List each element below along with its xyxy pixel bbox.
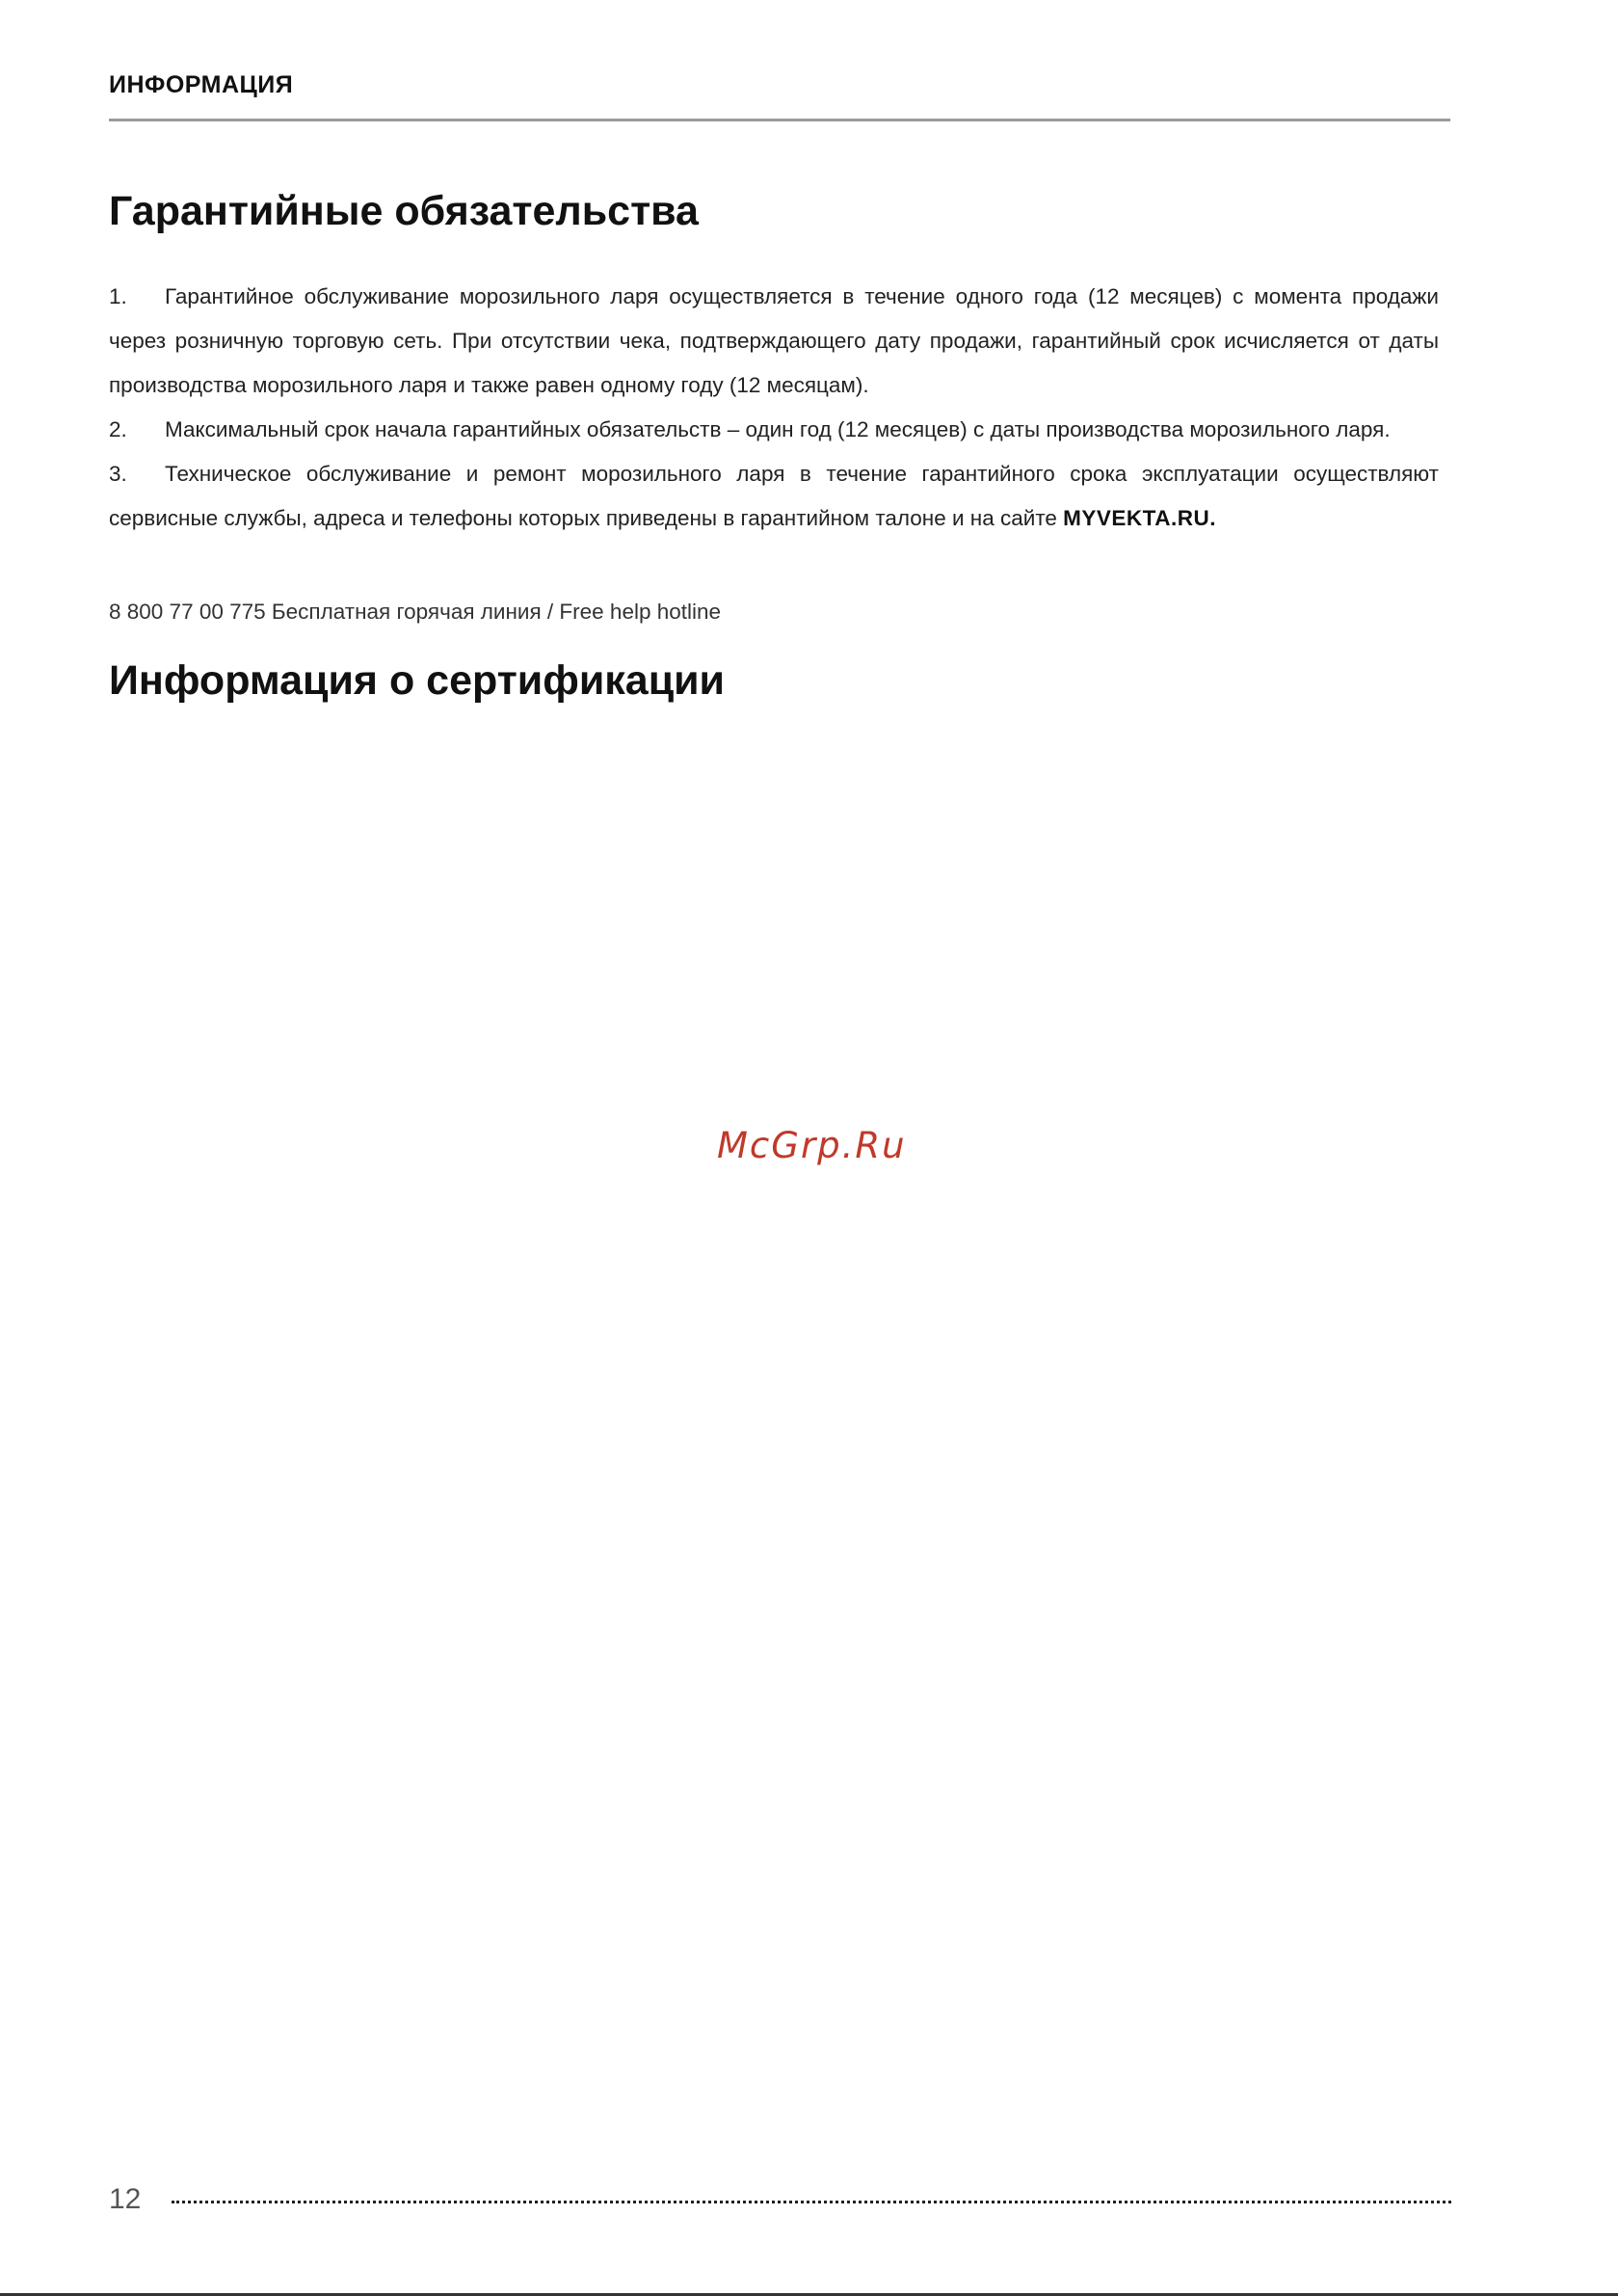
item-text: Техническое обслуживание и ремонт морозильного ларя в течение гарантийного срока эксплуатации осуществляют сервисные службы, адреса и телефоны которых приведены в гарантийном талоне и на сайте [109,462,1439,530]
item-text: Максимальный срок начала гарантийных обязательств – один год (12 месяцев) с даты производства морозильного ларя. [165,417,1391,441]
website-link[interactable]: MYVEKTA.RU. [1063,506,1216,530]
warranty-item-3 [109,452,1439,541]
warranty-item-2 [109,408,1439,452]
item-number: 1. [109,284,127,308]
item-number: 2. [109,417,127,441]
warranty-body [109,275,1439,541]
warranty-heading: Гарантийные обязательства [109,188,699,234]
hotline-text: 8 800 77 00 775 Бесплатная горячая линия / Free help hotline [109,600,722,624]
watermark: McGrp.Ru [717,1125,907,1166]
section-label: ИНФОРМАЦИЯ [109,71,294,98]
item-text: Гарантийное обслуживание морозильного ларя осуществляется в течение одного года (12 месяцев) с момента продажи через розничную торговую сеть. При отсутствии чека, подтверждающего дату продажи, гарантийный срок исчисляется от даты производства морозильного ларя и также равен одному году (12 месяцам). [109,284,1439,397]
page-number: 12 [109,2183,142,2215]
item-number: 3. [109,462,127,486]
footer-dotted-divider [172,2201,1451,2203]
header-divider [109,119,1450,121]
certification-heading: Информация о сертификации [109,657,725,704]
warranty-item-1 [109,275,1439,408]
